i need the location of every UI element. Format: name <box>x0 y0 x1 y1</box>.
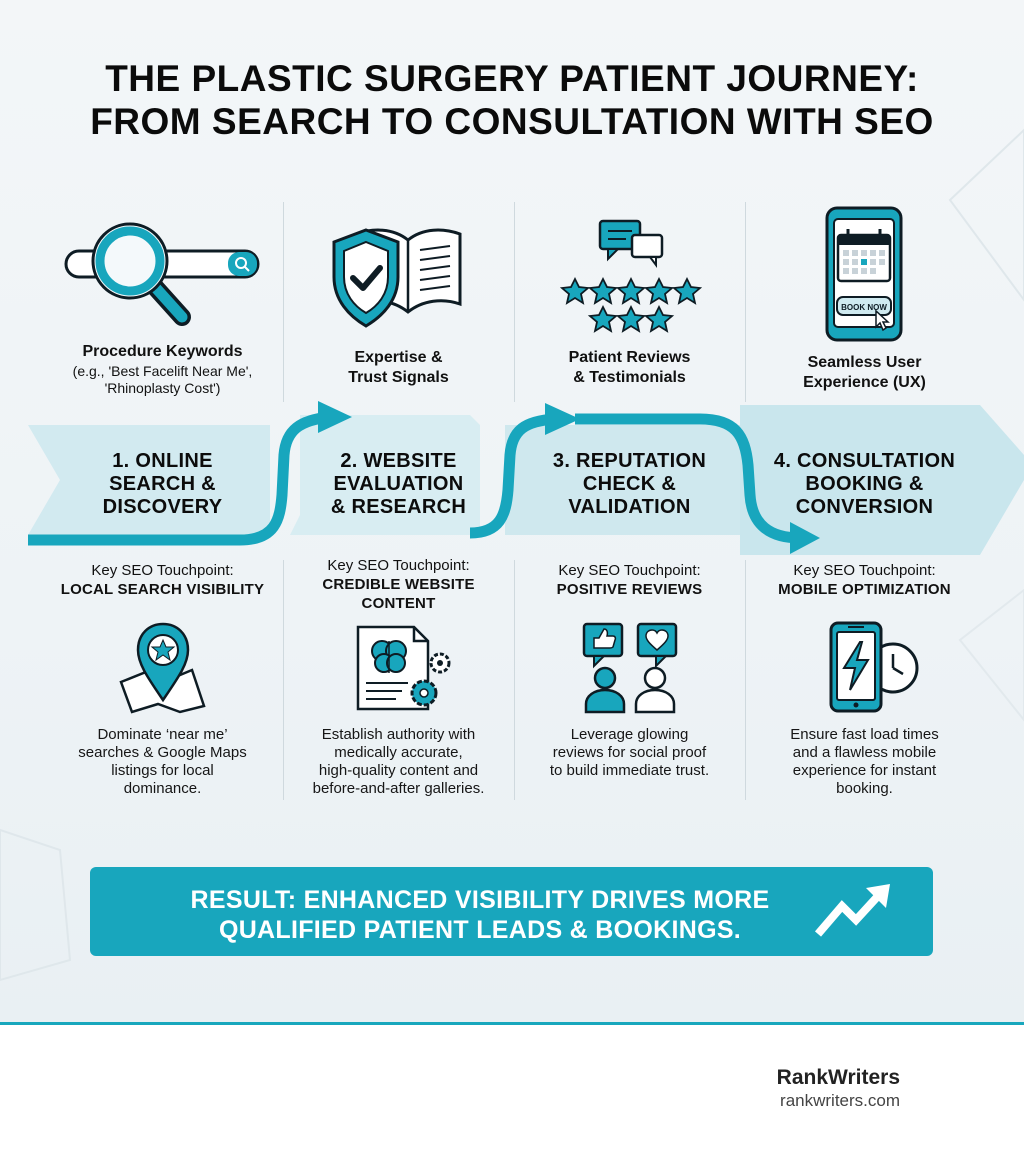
stage-3-desc-2: reviews for social proof <box>552 744 707 761</box>
touchpoint-value: MOBILE OPTIMIZATION <box>778 581 951 598</box>
stage-3-top-title-1: Patient Reviews <box>568 349 691 366</box>
stage-4-step-line-1: 4. CONSULTATION <box>773 450 956 472</box>
footer-divider <box>0 1022 1024 1025</box>
stage-3-top-label-2 <box>514 368 745 388</box>
stage-2-step-line-1: 2. WEBSITE <box>340 450 457 472</box>
stage-4-step-line-2: BOOKING & <box>805 473 924 495</box>
stage-1-desc-3: listings for local <box>111 762 214 779</box>
stage-4-top-label-2 <box>745 373 984 393</box>
result-line-2: QUALIFIED PATIENT LEADS & BOOKINGS. <box>218 916 742 944</box>
stage-2-step-line-2: EVALUATION <box>333 473 464 495</box>
touchpoint-value-1: CREDIBLE WEBSITE <box>322 576 475 593</box>
trend-up-arrow-icon <box>812 882 894 940</box>
stage-1-top-sub-2: 'Rhinoplasty Cost') <box>104 380 221 396</box>
stage-2-desc-2: medically accurate, <box>334 744 463 761</box>
book-now-button-text: BOOK NOW <box>841 303 887 312</box>
phone-calendar-booking-icon <box>824 205 904 343</box>
stage-2-touchpoint <box>283 556 514 613</box>
stage-3-top-title-2: & Testimonials <box>573 369 686 386</box>
stage-4-top-title-1: Seamless User <box>807 354 922 371</box>
stage-3-step-line-1: 3. REPUTATION <box>552 450 707 472</box>
stage-1-top-sub-1: (e.g., 'Best Facelift Near Me', <box>72 363 253 379</box>
stage-4-desc-1: Ensure fast load times <box>790 726 939 743</box>
shield-check-book-icon <box>328 222 473 332</box>
stage-2-desc-4: before-and-after galleries. <box>312 780 485 797</box>
stage-4-touchpoint <box>745 561 984 599</box>
stage-2-top-label-1 <box>283 348 514 368</box>
map-pin-star-icon <box>118 620 208 715</box>
brand-name: RankWriters <box>776 1066 900 1089</box>
brand-block <box>777 1066 900 1111</box>
stage-2-desc-3: high-quality content and <box>318 762 479 779</box>
stage-3-step-line-3: VALIDATION <box>568 496 691 518</box>
title-line-1: THE PLASTIC SURGERY PATIENT JOURNEY: <box>105 58 919 99</box>
title-line-2: FROM SEARCH TO CONSULTATION WITH SEO <box>90 101 934 142</box>
brain-document-gears-icon <box>352 623 457 715</box>
stage-4-top-label-1 <box>745 353 984 373</box>
result-line-1: RESULT: ENHANCED VISIBILITY DRIVES MORE <box>190 886 770 914</box>
stage-1-desc-1: Dominate ‘near me’ <box>97 726 228 743</box>
touchpoint-label: Key SEO Touchpoint: <box>91 562 234 579</box>
stage-1-step-line-3: DISCOVERY <box>102 496 223 518</box>
stage-3-touchpoint <box>514 561 745 599</box>
stage-2-top-label-2 <box>283 368 514 388</box>
people-like-heart-icon <box>580 620 680 715</box>
brand-url[interactable]: rankwriters.com <box>780 1091 900 1110</box>
touchpoint-label: Key SEO Touchpoint: <box>793 562 936 579</box>
stage-2-step-line-3: & RESEARCH <box>330 496 467 518</box>
stage-2-top-title-2: Trust Signals <box>348 369 449 386</box>
touchpoint-label: Key SEO Touchpoint: <box>558 562 701 579</box>
stage-4-desc-2: and a flawless mobile <box>792 744 937 761</box>
stage-3-top-label-1 <box>514 348 745 368</box>
stage-4-step-line-3: CONVERSION <box>795 496 934 518</box>
phone-lightning-clock-icon <box>828 620 923 715</box>
stage-3-desc-3: to build immediate trust. <box>549 762 710 779</box>
stage-4-top-title-2: Experience (UX) <box>803 374 926 391</box>
result-text <box>120 885 840 945</box>
stage-1-top-label <box>40 342 285 362</box>
touchpoint-value: LOCAL SEARCH VISIBILITY <box>60 581 265 598</box>
stage-3-desc-1: Leverage glowing <box>570 726 689 743</box>
stage-1-touchpoint <box>40 561 285 599</box>
stage-1-top-title: Procedure Keywords <box>82 343 243 360</box>
stage-4-desc-3: experience for instant <box>792 762 937 779</box>
stage-3-step-line-2: CHECK & <box>582 473 677 495</box>
touchpoint-label: Key SEO Touchpoint: <box>327 557 470 574</box>
stage-1-desc-2: searches & Google Maps <box>78 744 247 761</box>
stage-2-desc-1: Establish authority with <box>321 726 476 743</box>
touchpoint-value: POSITIVE REVIEWS <box>556 581 703 598</box>
stage-1-step-line-2: SEARCH & <box>109 473 216 495</box>
stage-4-desc-4: booking. <box>836 780 893 797</box>
touchpoint-value-2: CONTENT <box>361 595 436 612</box>
stage-2-top-title-1: Expertise & <box>354 349 443 366</box>
stage-1-step-line-1: 1. ONLINE <box>112 450 213 472</box>
magnifier-search-bar-icon <box>60 215 265 330</box>
stage-1-desc-4: dominance. <box>123 780 202 797</box>
chat-bubbles-stars-icon <box>560 215 702 333</box>
